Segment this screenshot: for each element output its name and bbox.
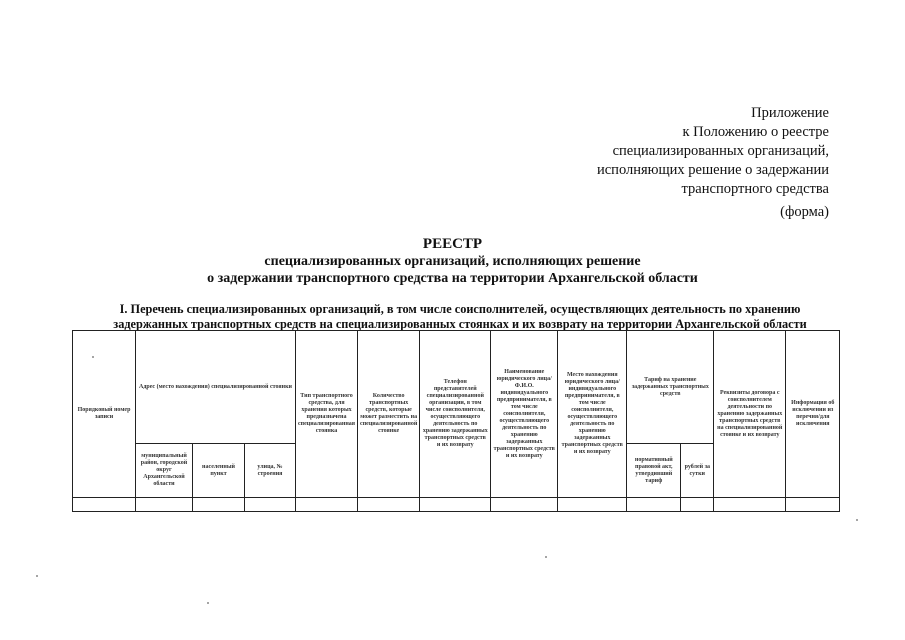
table-cell — [245, 498, 296, 512]
header-address: Адрес (место нахождения) специализированной стоянки — [136, 331, 296, 444]
scan-speck — [545, 556, 547, 558]
scan-speck — [856, 519, 858, 521]
header-tariff-rub: рублей за сутки — [681, 444, 714, 498]
header-vehicle-count: Количество транспортных средств, которые может разместить на специализированной стоянке — [358, 331, 420, 498]
table-cell — [296, 498, 358, 512]
table-cell — [714, 498, 786, 512]
header-phone: Телефон представителей специализированной организации, в том числе соисполнителя, осуществляющего деятельность по хранению задержанных транспортных средств и их возврату — [420, 331, 491, 498]
table-cell — [491, 498, 558, 512]
doc-subtitle-line2: о задержании транспортного средства на территории Архангельской области — [207, 271, 698, 286]
table-cell — [786, 498, 840, 512]
registry-table — [72, 330, 840, 512]
section-heading-line1: I. Перечень специализированных организаций, в том числе соисполнителей, осуществляющих деятельность по хранению — [119, 302, 801, 316]
header-tariff-act: нормативный правовой акт, утвердивший тариф — [627, 444, 681, 498]
table-cell — [358, 498, 420, 512]
appendix-block — [597, 104, 829, 199]
appendix-line: Приложение — [751, 105, 829, 121]
table-cell — [73, 498, 136, 512]
header-address-locality: населенный пункт — [193, 444, 245, 498]
appendix-line: транспортного средства — [681, 181, 829, 197]
header-address-municipal: муниципальный район, городской округ Архангельской области — [136, 444, 193, 498]
doc-subtitle-line1: специализированных организаций, исполняющих решение — [264, 254, 641, 269]
header-org-name: Наименование юридического лица/Ф.И.О. индивидуального предпринимателя, в том числе соисполнителя, осуществляющего деятельность по хранению задержанных транспортных средств и их возврату — [491, 331, 558, 498]
doc-title: РЕЕСТР — [422, 236, 483, 252]
table-cell — [627, 498, 681, 512]
header-tariff: Тариф на хранение задержанных транспортных средств — [627, 331, 714, 444]
form-label: (форма) — [780, 204, 829, 220]
appendix-line: к Положению о реестре — [682, 124, 829, 140]
header-vehicle-type: Тип транспортного средства, для хранения которых предназначена специализированная стоянка — [296, 331, 358, 498]
table-cell — [136, 498, 193, 512]
appendix-line: исполняющих решение о задержании — [596, 162, 829, 178]
table-cell — [558, 498, 627, 512]
scan-speck — [207, 602, 209, 604]
appendix-line: специализированных организаций, — [612, 143, 829, 159]
header-address-street: улица, № строения — [245, 444, 296, 498]
table-cell — [420, 498, 491, 512]
table-cell — [681, 498, 714, 512]
header-number: Порядковый номер записи — [73, 331, 136, 498]
table-cell — [193, 498, 245, 512]
section-heading — [104, 302, 816, 332]
scan-speck — [36, 575, 38, 577]
header-exclusion: Информация об исключении из перечня/для исключения — [786, 331, 840, 498]
header-org-location: Место нахождения юридического лица/индивидуального предпринимателя, в том числе соисполнителя, осуществляющего деятельность по хранению задержанных транспортных средств и их возврату — [558, 331, 627, 498]
section-heading-line2: задержанных транспортных средств на специализированных стоянках и их возврату на территории Архангельской области — [113, 317, 807, 331]
header-contract: Реквизиты договора с соисполнителем деятельности по хранению задержанных транспортных средств на специализированной стоянке и их возврату — [714, 331, 786, 498]
table-row — [73, 498, 840, 512]
scan-speck — [92, 356, 94, 358]
